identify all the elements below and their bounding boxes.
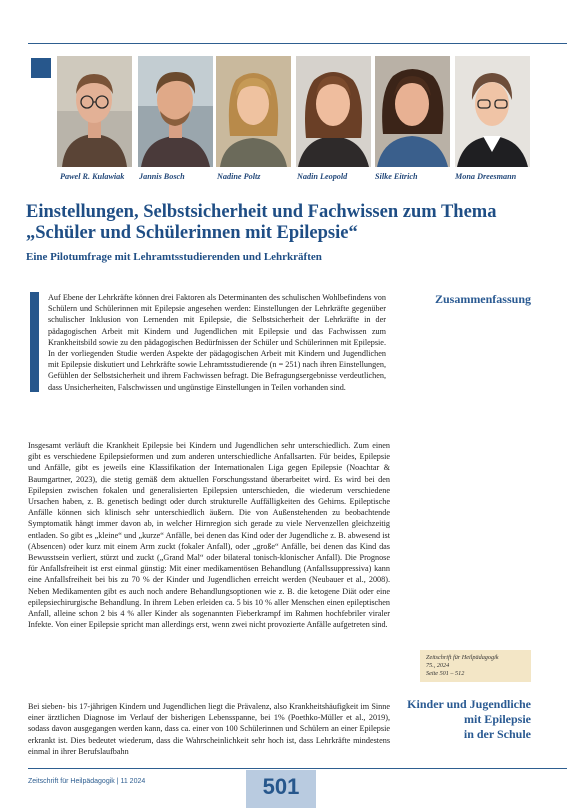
citation-journal: Zeitschrift für Heilpädagogik bbox=[426, 654, 499, 661]
abstract-accent-bar bbox=[30, 292, 39, 392]
article-title-line-1: Einstellungen, Selbstsicherheit und Fachwissen zum Thema bbox=[26, 202, 497, 222]
author-name-3: Nadine Poltz bbox=[217, 172, 261, 181]
abstract-text: Auf Ebene der Lehrkräfte können drei Faktoren als Determinanten des schulischen Wohlbefindens von Schülern und Schülerinnen mit Epilepsie angesehen werden: Einstellungen der Lehrkräfte gegenüber schulischer Inklusion von Lernenden mit Epilepsie, die Selbstsicherheit der Lehrkräfte in der pädagogischen Arbeit mit Kindern und Jugendlichen mit Epilepsie und das Fachwissen zum Krankheitsbild sowie zu den pädagogischen Bedürfnissen der Schüler und Schülerinnen mit Epilepsie. In der vorliegenden Studie werden Aspekte der pädagogischen Arbeit mit Kindern und Jugendlichen mit Epilepsie diskutiert und Lehrkräfte sowie Lehramtsstudierende (n = 251) nach ihren Einstellungen, Gefühlen der Selbstsicherheit und ihrem Fachwissen befragt. Die Befragungsergebnisse verdeutlichen, dass Unsicherheiten, Falschwissen und ungünstige Einstellungen in Teilen vorhanden sind. bbox=[48, 293, 386, 392]
footer-journal-issue: Zeitschrift für Heilpädagogik | 11 2024 bbox=[28, 778, 146, 785]
citation-volume: 75., 2024 bbox=[426, 662, 450, 669]
author-photo-4 bbox=[296, 56, 371, 167]
section-marker-square bbox=[31, 58, 51, 78]
topic-line-3: in der Schule bbox=[463, 727, 531, 741]
author-name-5: Silke Eitrich bbox=[375, 172, 418, 181]
page-number: 501 bbox=[262, 774, 300, 799]
article-title-line-2: „Schüler und Schülerinnen mit Epilepsie“ bbox=[26, 223, 358, 243]
author-photo-5 bbox=[375, 56, 450, 167]
author-photo-3 bbox=[216, 56, 291, 167]
citation-box bbox=[420, 650, 531, 682]
footer-rule bbox=[28, 768, 567, 769]
topic-line-2: mit Epilepsie bbox=[463, 712, 531, 726]
header-rule bbox=[28, 43, 567, 44]
topic-line-1: Kinder und Jugendliche bbox=[407, 697, 531, 711]
author-name-1: Pawel R. Kulawiak bbox=[60, 172, 125, 181]
author-photo-1 bbox=[57, 56, 132, 167]
author-photo-6 bbox=[455, 56, 530, 167]
article-title bbox=[26, 202, 546, 244]
author-photo-2 bbox=[138, 56, 213, 167]
abstract-heading: Zusammenfassung bbox=[434, 292, 531, 306]
body-paragraph-2: Bei sieben- bis 17-jährigen Kindern und Jugendlichen liegt die Prävalenz, also Krankheitshäufigkeit im Sinne einer ärztlichen Diagnose im Verlauf der bisherigen Lebensspanne, bei 1% (Poethko-Müller et al., 2019), sodass davon ausgegangen werden kann, dass ca. einer von 100 Schülerinnen und Schülern an einer Epilepsie erkrankt ist. Dies bedeutet wiederum, dass die Wahrscheinlichkeit sehr hoch ist, dass Lehrkräfte mindestens einmal in ihrer Berufslaufbahn bbox=[28, 702, 390, 756]
article-subtitle: Eine Pilotumfrage mit Lehramtsstudierenden und Lehrkräften bbox=[26, 251, 322, 263]
topic-label bbox=[381, 697, 531, 742]
author-name-6: Mona Dreesmann bbox=[455, 172, 517, 181]
body-paragraph-1: Insgesamt verläuft die Krankheit Epilepsie bei Kindern und Jugendlichen sehr unterschiedlich. Zum einen gibt es verschiedene Epilepsieformen und zum anderen unterschiedliche Anfallsarten. Für beides, Epilepsie und Anfälle, gibt es jeweils eine Klassifikation der Internationalen Liga gegen Epilepsie (Noachtar & Baumgartner, 2023), die stetig gemäß dem aktuellen Forschungsstand überarbeitet wird. Es wird bei den Epilepsien zwischen fokalen und generalisierten Epilepsien unterschieden, die wiederum verschiedene Ursachen haben, z. B. genetisch bedingt oder durch strukturelle Auffälligkeiten des Gehirns. Epileptische Anfälle können sich klinisch sehr unterschiedlich äußern. Die von Außenstehenden zu beobachtende Symptomatik hängt immer davon ab, in welcher Hirnregion sich gerade zu viele Nervenzellen gleichzeitig entladen. So gibt es „kleine“ und „kurze“ Anfälle, bei denen das Kind oder der Jugendliche z. B. abwesend ist (Absencen) oder kurz mit einem Arm zuckt (fokaler Anfall), oder „große“ Anfälle, bei denen das Kind das Bewusstsein verliert, stürzt und zuckt („Grand Mal“ oder bilateral tonisch-klonischer Anfall). Die Prognose für Anfallsfreiheit ist erst einmal günstig: Mit einer medikamentösen Behandlung (Anfallssuppressiva) kann eine Anfallsfreiheit bei bis zu 70 % der Kinder und Jugendlichen erreicht werden (Neubauer et al., 2008). Neben Medikamenten gibt es auch noch andere Behandlungsoptionen wie z. B. die ketogene Diät oder eine epilepsiechirurgische Behandlung. In ihrem Leben erleiden ca. 5 bis 10 % aller Menschen einen epileptischen Anfall, alleine schon 2 bis 4 % aller Kinder als sogenannten Fieberkrampf im Rahmen hochfebriler viraler Infekte. Von einer Epilepsie spricht man allerdings erst, wenn zwei nicht provozierte Anfälle aufgetreten sind. bbox=[28, 441, 390, 630]
author-name-2: Jannis Bosch bbox=[139, 172, 185, 181]
author-name-4: Nadin Leopold bbox=[297, 172, 348, 181]
citation-pages: Seite 501 – 512 bbox=[426, 670, 465, 677]
